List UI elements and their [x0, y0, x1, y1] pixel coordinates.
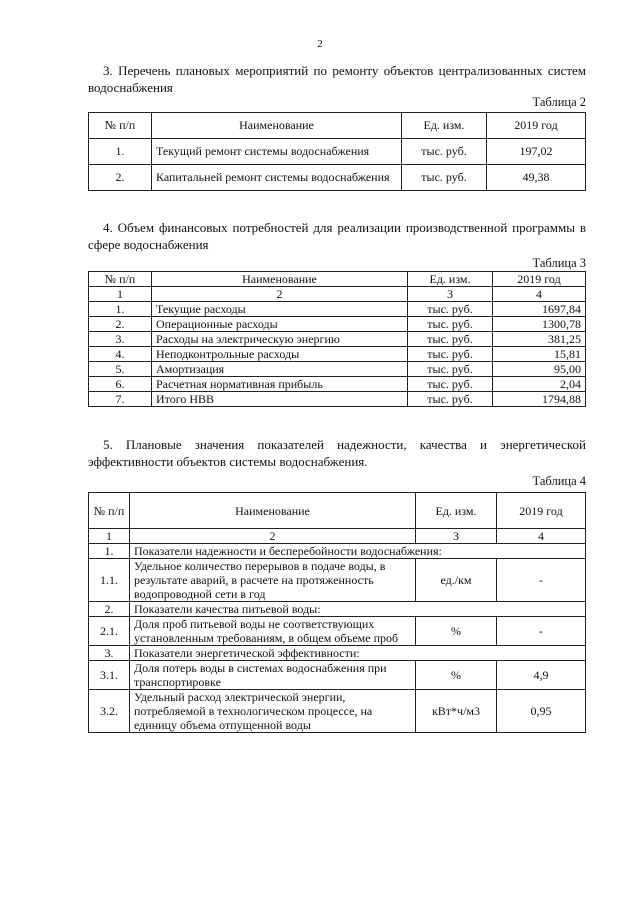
- col-number-1: 1: [89, 287, 152, 302]
- cell-name: Текущие расходы: [152, 302, 408, 317]
- group-number: 2.: [89, 602, 130, 617]
- col-number-2: 2: [130, 529, 416, 544]
- col-header-year: 2019 год: [497, 493, 586, 529]
- cell-name: Операционные расходы: [152, 317, 408, 332]
- cell-value: 381,25: [493, 332, 586, 347]
- cell-name: Текущий ремонт системы водоснабжения: [152, 139, 402, 165]
- cell-value: 95,00: [493, 362, 586, 377]
- col-header-number: № п/п: [89, 113, 152, 139]
- group-title: Показатели надежности и бесперебойности водоснабжения:: [130, 544, 586, 559]
- col-number-3: 3: [416, 529, 497, 544]
- section-4-heading: 4. Объем финансовых потребностей для реализации производственной программы в сфере водоснабжения: [88, 220, 586, 252]
- cell-unit: тыс. руб.: [402, 139, 487, 165]
- cell-unit: тыс. руб.: [408, 347, 493, 362]
- group-row-reliability: [89, 544, 586, 559]
- table-row: [89, 377, 586, 392]
- table-row: [89, 347, 586, 362]
- cell-value: 1300,78: [493, 317, 586, 332]
- col-header-name: Наименование: [152, 272, 408, 287]
- table-2-caption: Таблица 2: [532, 95, 586, 109]
- cell-name: Амортизация: [152, 362, 408, 377]
- cell-name: Итого НВВ: [152, 392, 408, 407]
- group-title: Показатели энергетической эффективности:: [130, 646, 586, 661]
- cell-value: 197,02: [487, 139, 586, 165]
- table-row: [89, 617, 586, 646]
- table-2: [88, 112, 586, 191]
- column-numbers-row: [89, 287, 586, 302]
- table-header-row: [89, 272, 586, 287]
- cell-unit: тыс. руб.: [408, 317, 493, 332]
- cell-number: 7.: [89, 392, 152, 407]
- table-row: [89, 559, 586, 602]
- cell-name: Доля потерь воды в системах водоснабжения при транспортировке: [130, 661, 416, 690]
- col-header-name: Наименование: [130, 493, 416, 529]
- col-header-number: № п/п: [89, 272, 152, 287]
- cell-number: 5.: [89, 362, 152, 377]
- cell-unit: тыс. руб.: [402, 165, 487, 191]
- col-number-4: 4: [497, 529, 586, 544]
- col-header-year: 2019 год: [487, 113, 586, 139]
- col-header-unit: Ед. изм.: [402, 113, 487, 139]
- group-number: 3.: [89, 646, 130, 661]
- cell-number: 3.: [89, 332, 152, 347]
- table-3-caption: Таблица 3: [532, 256, 586, 270]
- group-title: Показатели качества питьевой воды:: [130, 602, 586, 617]
- cell-value: -: [497, 559, 586, 602]
- col-header-unit: Ед. изм.: [416, 493, 497, 529]
- cell-value: 2,04: [493, 377, 586, 392]
- cell-number: 3.1.: [89, 661, 130, 690]
- cell-number: 2.: [89, 165, 152, 191]
- table-row: [89, 139, 586, 165]
- table-4-caption: Таблица 4: [532, 474, 586, 488]
- group-number: 1.: [89, 544, 130, 559]
- cell-name: Удельный расход электрической энергии, потребляемой в технологическом процессе, на единицу объема отпущенной воды: [130, 690, 416, 733]
- cell-unit: %: [416, 617, 497, 646]
- section-3-heading: 3. Перечень плановых мероприятий по ремонту объектов централизованных систем водоснабжения: [88, 63, 586, 95]
- cell-value: 49,38: [487, 165, 586, 191]
- table-3: [88, 271, 586, 407]
- table-4: [88, 492, 586, 733]
- table-header-row: [89, 493, 586, 529]
- cell-value: 4,9: [497, 661, 586, 690]
- cell-unit: тыс. руб.: [408, 362, 493, 377]
- column-numbers-row: [89, 529, 586, 544]
- cell-number: 3.2.: [89, 690, 130, 733]
- col-header-unit: Ед. изм.: [408, 272, 493, 287]
- cell-value: 15,81: [493, 347, 586, 362]
- cell-number: 4.: [89, 347, 152, 362]
- cell-name: Неподконтрольные расходы: [152, 347, 408, 362]
- table-row: [89, 332, 586, 347]
- cell-number: 2.: [89, 317, 152, 332]
- col-header-number: № п/п: [89, 493, 130, 529]
- page-number: 2: [317, 38, 323, 50]
- col-number-3: 3: [408, 287, 493, 302]
- cell-number: 6.: [89, 377, 152, 392]
- cell-number: 1.: [89, 139, 152, 165]
- table-row: [89, 690, 586, 733]
- cell-name: Доля проб питьевой воды не соответствующих установленным требованиям, в общем объеме проб: [130, 617, 416, 646]
- cell-unit: кВт*ч/м3: [416, 690, 497, 733]
- col-header-name: Наименование: [152, 113, 402, 139]
- col-header-year: 2019 год: [493, 272, 586, 287]
- cell-value: 1697,84: [493, 302, 586, 317]
- cell-unit: %: [416, 661, 497, 690]
- cell-number: 1.1.: [89, 559, 130, 602]
- cell-unit: тыс. руб.: [408, 377, 493, 392]
- cell-unit: тыс. руб.: [408, 392, 493, 407]
- table-header-row: [89, 113, 586, 139]
- cell-number: 2.1.: [89, 617, 130, 646]
- cell-unit: тыс. руб.: [408, 302, 493, 317]
- cell-name: Расчетная нормативная прибыль: [152, 377, 408, 392]
- group-row-quality: [89, 602, 586, 617]
- section-5-heading: 5. Плановые значения показателей надежности, качества и энергетической эффективности объектов системы водоснабжения.: [88, 437, 586, 469]
- table-row: [89, 302, 586, 317]
- cell-value: 0,95: [497, 690, 586, 733]
- table-row: [89, 165, 586, 191]
- table-row: [89, 661, 586, 690]
- table-row: [89, 317, 586, 332]
- cell-name: Капитальней ремонт системы водоснабжения: [152, 165, 402, 191]
- cell-value: 1794,88: [493, 392, 586, 407]
- col-number-2: 2: [152, 287, 408, 302]
- cell-name: Удельное количество перерывов в подаче воды, в результате аварий, в расчете на протяженность водопроводной сети в год: [130, 559, 416, 602]
- cell-value: -: [497, 617, 586, 646]
- cell-unit: тыс. руб.: [408, 332, 493, 347]
- table-row: [89, 362, 586, 377]
- col-number-4: 4: [493, 287, 586, 302]
- cell-unit: ед./км: [416, 559, 497, 602]
- group-row-energy: [89, 646, 586, 661]
- cell-number: 1.: [89, 302, 152, 317]
- table-row: [89, 392, 586, 407]
- cell-name: Расходы на электрическую энергию: [152, 332, 408, 347]
- col-number-1: 1: [89, 529, 130, 544]
